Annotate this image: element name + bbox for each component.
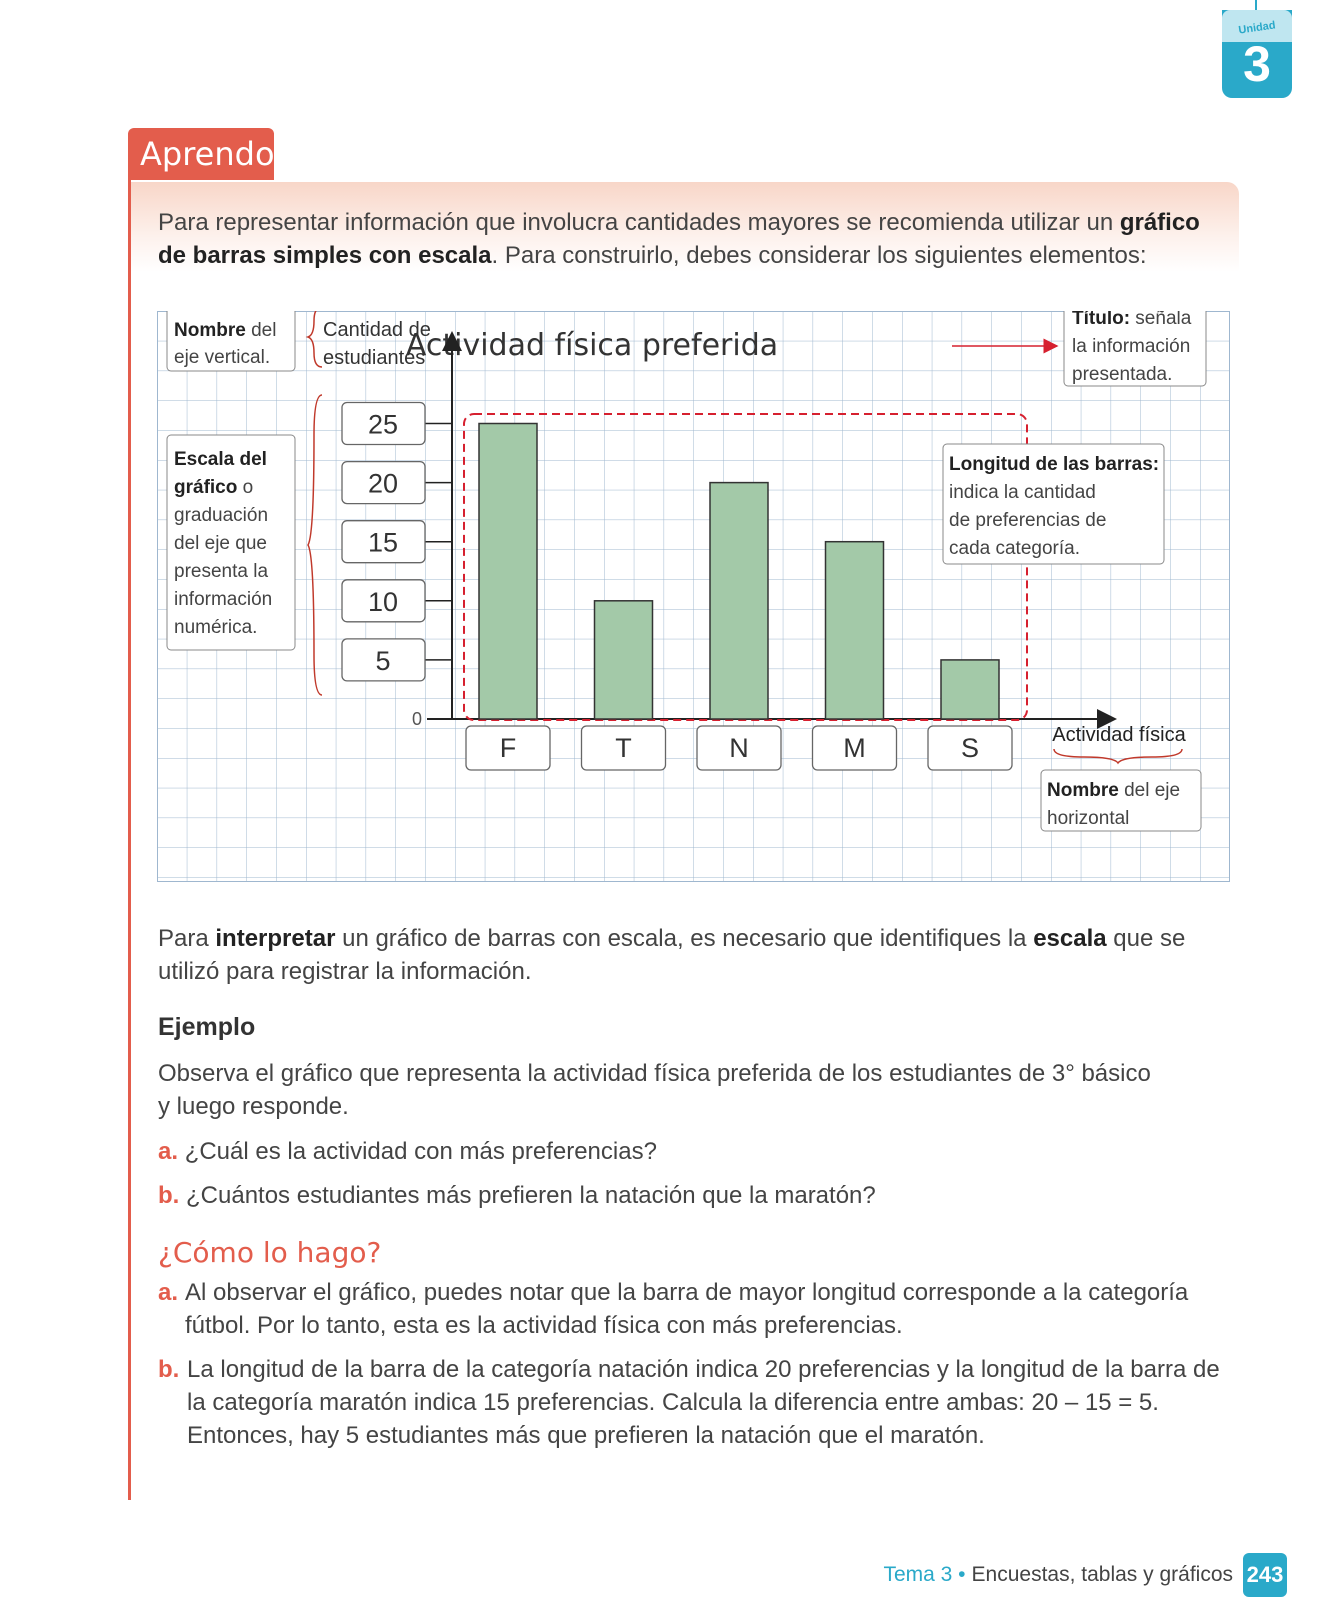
ejemplo-text: Observa el gráfico que representa la actividad física preferida de los estudiantes de 3° básico y luego responde. [158, 1060, 1151, 1120]
svg-text:indica la cantidad: indica la cantidad [949, 482, 1096, 503]
svg-text:horizontal: horizontal [1047, 808, 1130, 829]
y-tick-label: 25 [367, 409, 399, 440]
bar [479, 424, 537, 720]
y-zero-label: 0 [411, 709, 423, 729]
unit-tab [1222, 10, 1292, 98]
svg-text:del eje que: del eje que [174, 533, 267, 554]
y-axis-label-line2: estudiantes [323, 347, 426, 369]
x-axis-label: Actividad física [1052, 724, 1186, 746]
callout-bar-length [943, 444, 1164, 564]
category-label: N [729, 733, 749, 763]
question-b: b. ¿Cuántos estudiantes más prefieren la natación que la maratón? [158, 1182, 876, 1209]
svg-text:Nombre del: Nombre del [174, 320, 277, 341]
svg-text:graduación: graduación [174, 505, 269, 526]
category-label: T [615, 733, 632, 763]
svg-text:gráfico o: gráfico o [174, 477, 254, 498]
y-tick-label: 10 [367, 586, 399, 617]
svg-text:numérica.: numérica. [174, 617, 258, 638]
callout-x-axis-name [1041, 770, 1201, 831]
y-tick-label: 15 [367, 527, 399, 558]
category-group [466, 726, 1012, 770]
svg-text:cada categoría.: cada categoría. [949, 538, 1080, 559]
category-label: S [960, 733, 980, 763]
section-label: Aprendo [128, 128, 274, 180]
question-a: a. ¿Cuál es la actividad con más preferencias? [158, 1138, 657, 1165]
bar [826, 542, 884, 719]
svg-text:Longitud de las barras:: Longitud de las barras: [949, 454, 1160, 475]
intro-paragraph: Para representar información que involucra cantidades mayores se recomienda utilizar un gráfico de barras simples con escala. Para construirlo, debes considerar los siguientes elementos: [158, 209, 1200, 269]
callout-y-axis-name [167, 311, 295, 371]
interpret-paragraph: Para interpretar un gráfico de barras con escala, es necesario que identifiques la escala que se utilizó para registrar la información. [158, 925, 1186, 985]
answer-a: a. Al observar el gráfico, puedes notar que la barra de mayor longitud corresponde a la categoría fútbol. Por lo tanto, esta es la actividad física con más preferencias. [158, 1279, 1189, 1339]
category-label: F [499, 733, 517, 763]
como-title: ¿Cómo lo hago? [158, 1236, 382, 1269]
svg-text:Nombre del eje: Nombre del eje [1047, 780, 1181, 801]
bar [710, 483, 768, 719]
y-tick-label: 5 [375, 645, 391, 676]
ejemplo-title: Ejemplo [158, 1013, 256, 1041]
category-label: M [843, 733, 866, 763]
footer [883, 1553, 1287, 1597]
unit-word: Unidad [1237, 19, 1277, 37]
unit-number: 3 [1243, 36, 1271, 92]
svg-text:información: información [174, 589, 273, 610]
y-axis-label-line1: Cantidad de [323, 319, 431, 341]
answer-b: b. La longitud de la barra de la categoría natación indica 20 preferencias y la longitud de la barra de la categoría maratón indica 15 preferencias. Calcula la diferencia entre ambas: 20 – 15 = 5. Entonces, hay 5 estudiantes más que prefieren la natación que el maratón. [158, 1356, 1220, 1449]
svg-text:eje vertical.: eje vertical. [174, 347, 271, 368]
svg-text:presentada.: presentada. [1072, 364, 1173, 385]
svg-text:la información: la información [1072, 336, 1191, 357]
y-tick-label: 20 [367, 468, 399, 499]
callout-scale [167, 435, 295, 650]
section-rule [128, 180, 131, 1500]
bar [595, 601, 653, 719]
svg-text:de preferencias de: de preferencias de [949, 510, 1107, 531]
callout-title [1064, 311, 1206, 386]
page-number: 243 [1243, 1553, 1287, 1597]
bar [941, 660, 999, 719]
footer-subtitle: Encuestas, tablas y gráficos [971, 1563, 1233, 1586]
bar-chart-figure [157, 311, 1230, 882]
footer-tema: Tema 3 • [883, 1563, 966, 1586]
svg-text:Escala del: Escala del [174, 449, 267, 470]
svg-text:Título: señala: Título: señala [1072, 311, 1192, 329]
chart-title: Actividad física preferida [405, 328, 779, 363]
svg-text:presenta la: presenta la [174, 561, 269, 582]
